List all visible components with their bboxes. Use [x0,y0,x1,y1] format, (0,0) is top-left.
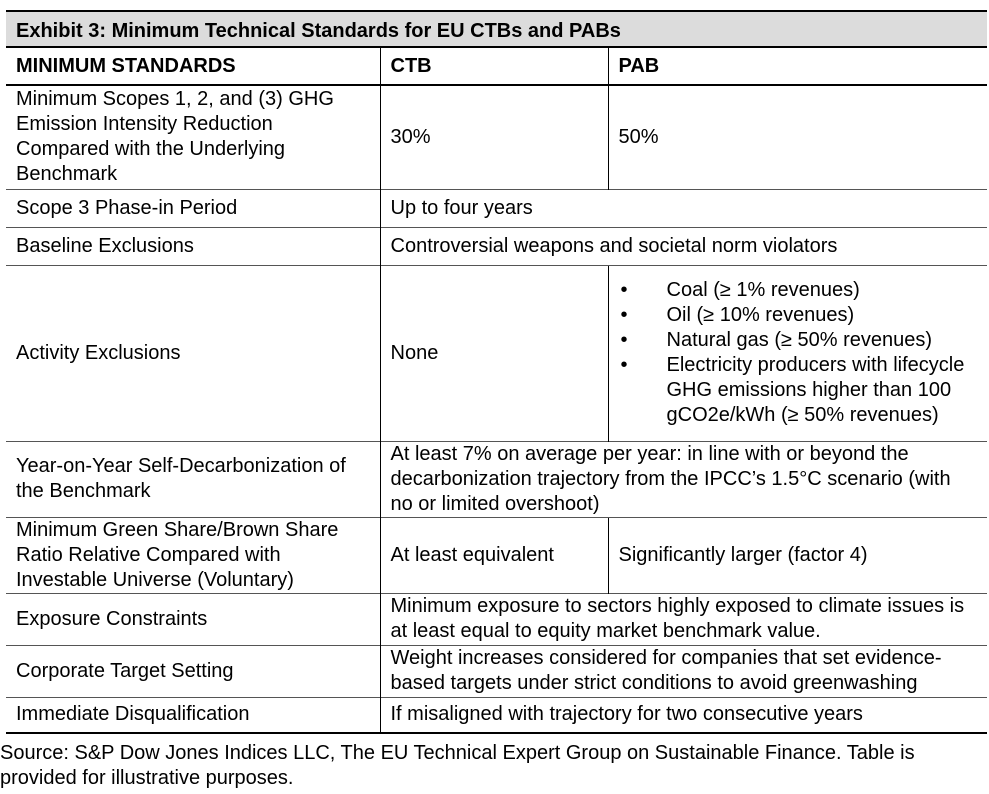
bullet-icon: • [620,329,628,351]
bullet-text: Natural gas (≥ 50% revenues) [666,329,933,351]
list-item [619,278,978,303]
exhibit-table-container [6,10,987,734]
ctb-value: None [380,265,608,441]
bullet-icon: • [620,279,628,301]
row-label: Minimum Green Share/Brown Share Ratio Relative Compared with Investable Universe (Voluntary) [6,517,380,593]
table-row [6,517,987,593]
row-label: Baseline Exclusions [6,227,380,265]
table-row [6,265,987,441]
standards-table [6,48,987,734]
table-row [6,593,987,645]
row-label: Exposure Constraints [6,593,380,645]
row-label: Scope 3 Phase-in Period [6,189,380,227]
pab-value: Significantly larger (factor 4) [608,517,987,593]
table-row [6,85,987,189]
table-row [6,441,987,517]
row-label: Minimum Scopes 1, 2, and (3) GHG Emission Intensity Reduction Compared with the Underlying Benchmark [16,88,334,186]
header-row [6,48,987,85]
ctb-value: At least equivalent [380,517,608,593]
bullet-text: Electricity producers with lifecycle GHG emissions higher than 100 gCO2e/kWh (≥ 50% revenues) [666,354,965,426]
bullet-icon: • [620,304,628,326]
ctb-value: 30% [380,85,608,189]
row-label: Immediate Disqualification [6,697,380,733]
pab-bullet-list-cell [608,265,987,441]
row-label: Year-on-Year Self-Decarbonization of the Benchmark [6,441,380,517]
bullet-icon: • [620,354,628,376]
table-row [6,697,987,733]
bullet-list [619,278,978,428]
table-row [6,645,987,697]
pab-value: 50% [608,85,987,189]
row-label: Activity Exclusions [6,265,380,441]
shared-value: Minimum exposure to sectors highly exposed to climate issues is at least equal to equity market benchmark value. [380,593,987,645]
source-note: Source: S&P Dow Jones Indices LLC, The EU Technical Expert Group on Sustainable Finance. Table is provided for illustrative purposes. [0,742,915,789]
shared-value: If misaligned with trajectory for two consecutive years [380,697,987,733]
bullet-text: Oil (≥ 10% revenues) [666,304,855,326]
header-pab: PAB [608,48,987,85]
table-row [6,189,987,227]
shared-value: Weight increases considered for companies that set evidence-based targets under strict conditions to avoid greenwashing [380,645,987,697]
list-item [619,353,978,428]
exhibit-title: Exhibit 3: Minimum Technical Standards for EU CTBs and PABs [6,10,987,48]
row-label: Corporate Target Setting [6,645,380,697]
shared-value: Up to four years [380,189,987,227]
shared-value: Controversial weapons and societal norm violators [380,227,987,265]
table-row [6,227,987,265]
header-ctb: CTB [380,48,608,85]
bullet-text: Coal (≥ 1% revenues) [666,279,860,301]
list-item [619,303,978,328]
shared-value: At least 7% on average per year: in line with or beyond the decarbonization trajectory from the IPCC’s 1.5°C scenario (with no or limited overshoot) [380,441,987,517]
header-minimum-standards: MINIMUM STANDARDS [6,48,380,85]
list-item [619,328,978,353]
